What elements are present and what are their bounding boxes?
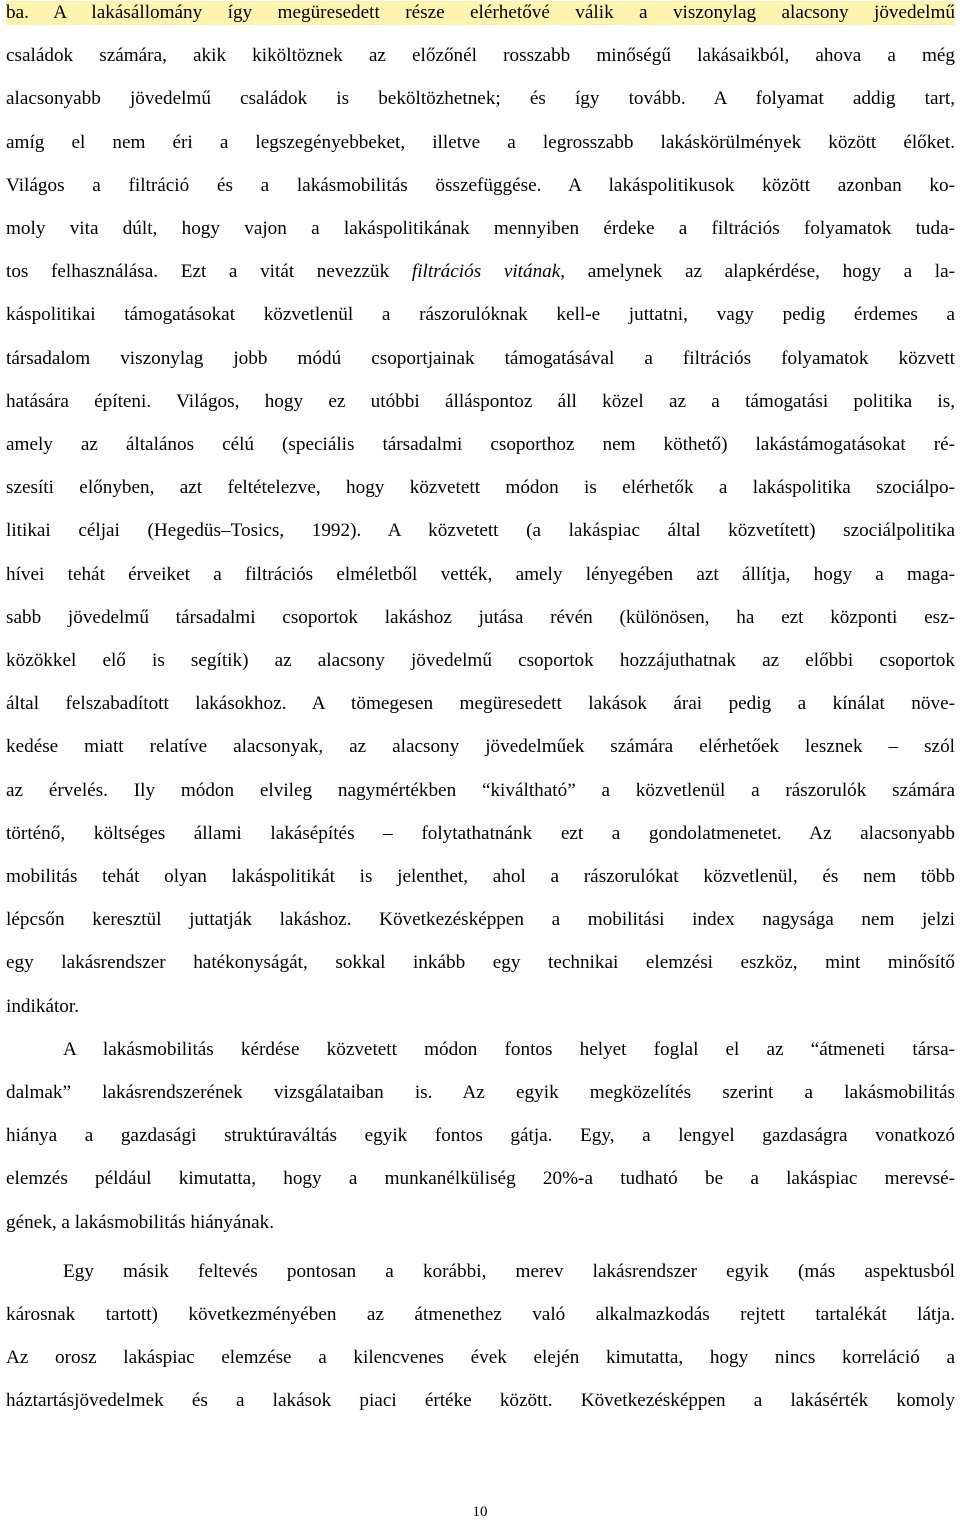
text-line: amíg el nem éri a legszegényebbeket, illetve a legrosszabb lakáskörülmények között élőket. <box>6 132 955 153</box>
text-line: által felszabadított lakásokhoz. A tömegesen megüresedett lakások árai pedig a kínálat növe- <box>6 693 955 714</box>
text-line: litikai céljai (Hegedüs–Tosics, 1992). A közvetett (a lakáspiac által közvetített) szociálpolitika <box>6 520 955 541</box>
text-line: hiánya a gazdasági struktúraváltás egyik fontos gátja. Egy, a lengyel gazdaságra vonatkozó <box>6 1125 955 1146</box>
text-line: moly vita dúlt, hogy vajon a lakáspolitikának mennyiben érdeke a filtrációs folyamatok tuda- <box>6 218 955 239</box>
text-line: ba. A lakásállomány így megüresedett része elérhetővé válik a viszonylag alacsony jövedelmű <box>6 2 955 23</box>
text-line: dalmak” lakásrendszerének vizsgálataiban is. Az egyik megközelítés szerint a lakásmobilitás <box>6 1082 955 1103</box>
page-number: 10 <box>472 1504 488 1520</box>
text-line: hívei tehát érveiket a filtrációs elméletből vették, amely lényegében azt állítja, hogy a maga- <box>6 564 955 585</box>
text-line: alacsonyabb jövedelmű családok is beköltözhetnek; és így tovább. A folyamat addig tart, <box>6 88 955 109</box>
text-line: kedése miatt relatíve alacsonyak, az alacsony jövedelműek számára elérhetőek lesznek – szól <box>6 736 955 757</box>
text-line: károsnak tartott) következményében az átmenethez való alkalmazkodás rejtett tartalékát látja. <box>6 1304 955 1325</box>
text-line: sabb jövedelmű társadalmi csoportok lakáshoz jutása révén (különösen, ha ezt központi esz- <box>6 607 955 628</box>
text-line: az érvelés. Ily módon elvileg nagymértékben “kiváltható” a közvetlenül a rászorulók számára <box>6 780 955 801</box>
text-line: háztartásjövedelmek és a lakások piaci értéke között. Következésképpen a lakásérték komoly <box>6 1390 955 1411</box>
text-line: szesíti előnyben, azt feltételezve, hogy közvetett módon is elérhetők a lakáspolitika szociálpo- <box>6 477 955 498</box>
text-line: közökkel elő is segítik) az alacsony jövedelmű csoportok hozzájuthatnak az előbbi csoportok <box>6 650 955 671</box>
text-line: történő, költséges állami lakásépítés – folytathatnánk ezt a gondolatmenetet. Az alacsonyabb <box>6 823 955 844</box>
text-line: elemzés például kimutatta, hogy a munkanélküliség 20%-a tudható be a lakáspiac merevsé- <box>6 1168 955 1189</box>
paragraph-first-line: A lakásmobilitás kérdése közvetett módon fontos helyet foglal el az “átmeneti társa- <box>63 1039 955 1060</box>
text-line: Az orosz lakáspiac elemzése a kilencvenes évek elején kimutatta, hogy nincs korreláció a <box>6 1347 955 1368</box>
text-line: mobilitás tehát olyan lakáspolitikát is jelenthet, ahol a rászorulókat közvetlenül, és nem több <box>6 866 955 887</box>
text-line: társadalom viszonylag jobb módú csoportjainak támogatásával a filtrációs folyamatok közvett <box>6 348 955 369</box>
text-line: tos felhasználása. Ezt a vitát nevezzük filtrációs vitának, amelynek az alapkérdése, hogy a la- <box>6 261 955 282</box>
paragraph-first-line: Egy másik feltevés pontosan a korábbi, merev lakásrendszer egyik (más aspektusból <box>63 1261 955 1282</box>
text-line: káspolitikai támogatásokat közvetlenül a rászorulóknak kell-e juttatni, vagy pedig érdemes a <box>6 304 955 325</box>
text-line: indikátor. <box>6 996 80 1017</box>
text-line: családok számára, akik kiköltöznek az előzőnél rosszabb minőségű lakásaikból, ahova a még <box>6 45 955 66</box>
text-line: Világos a filtráció és a lakásmobilitás összefüggése. A lakáspolitikusok között azonban ko- <box>6 175 955 196</box>
text-line: gének, a lakásmobilitás hiányának. <box>6 1212 275 1233</box>
text-line: amely az általános célú (speciális társadalmi csoporthoz nem köthető) lakástámogatásokat ré- <box>6 434 955 455</box>
text-line: lépcsőn keresztül juttatják lakáshoz. Következésképpen a mobilitási index nagysága nem jelzi <box>6 909 955 930</box>
text-line: hatására építeni. Világos, hogy ez utóbbi álláspontoz áll közel az a támogatási politika is, <box>6 391 955 412</box>
text-line: egy lakásrendszer hatékonyságát, sokkal inkább egy technikai elemzési eszköz, mint minősítő <box>6 952 955 973</box>
